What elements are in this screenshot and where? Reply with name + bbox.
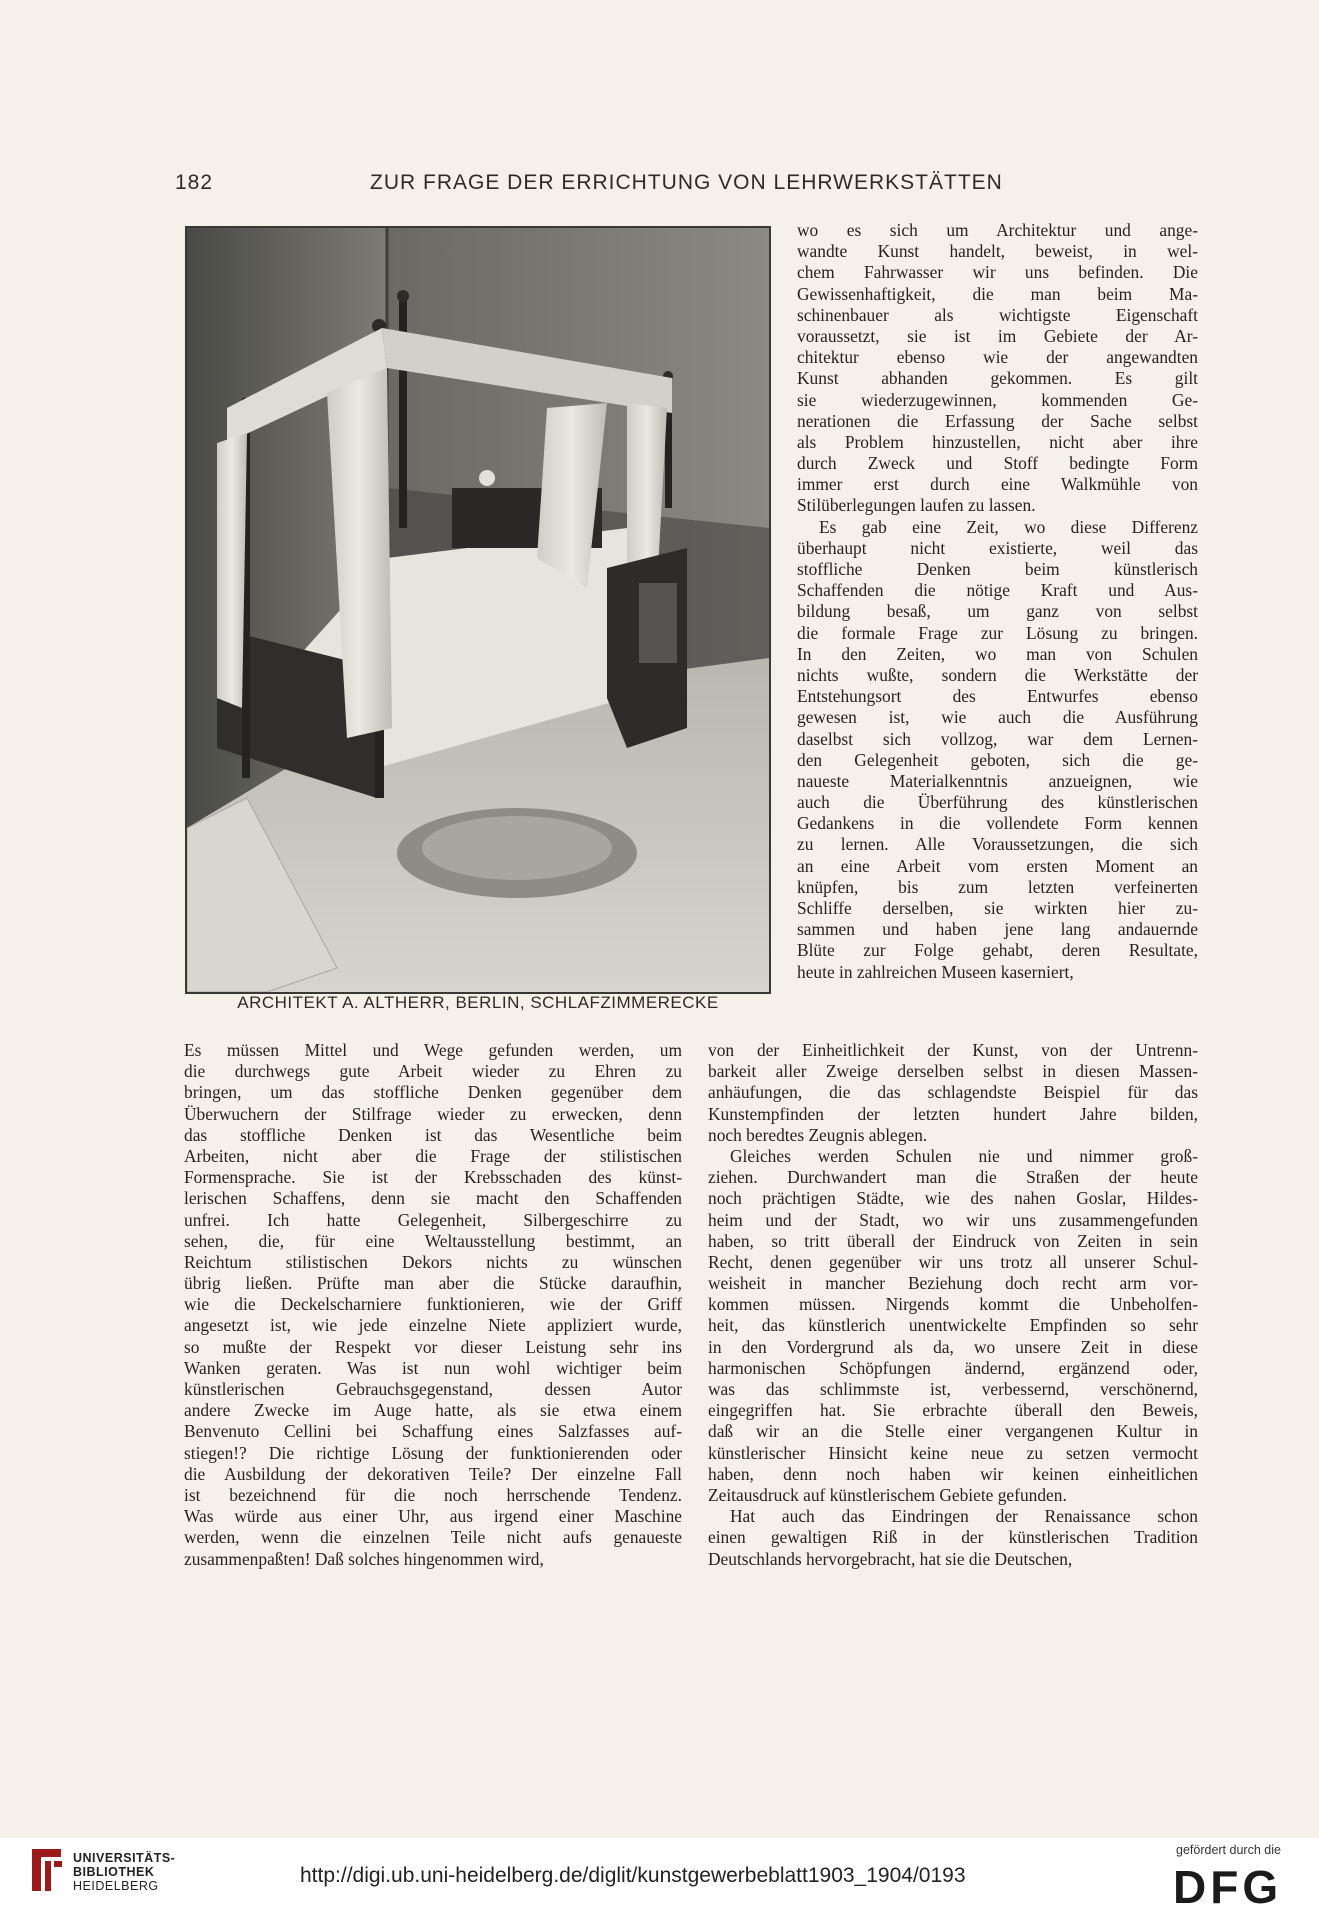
text-line: haben, denn noch haben wir keinen einheitlichen bbox=[708, 1463, 1198, 1484]
text-line: barkeit aller Zweige derselben selbst in diesen Massen- bbox=[708, 1061, 1198, 1082]
text-line: chem Fahrwasser wir uns befinden. Die bbox=[797, 262, 1198, 283]
text-line: zusammenpaßten! Daß solches hingenommen wird, bbox=[184, 1548, 544, 1569]
text-line: sehen, die, für eine Weltausstellung bestimmt, an bbox=[184, 1230, 682, 1251]
text-line: eingegriffen hat. Sie erbrachte überall den Beweis, bbox=[708, 1400, 1198, 1421]
text-line: als Problem hinzustellen, nicht aber ihre bbox=[797, 431, 1198, 452]
text-line: an eine Arbeit vom ersten Moment an bbox=[797, 855, 1198, 876]
text-line: die Ausbildung der dekorativen Teile? Der einzelne Fall bbox=[184, 1463, 682, 1484]
page-number: 182 bbox=[175, 171, 214, 194]
right-column-bottom bbox=[708, 1040, 1198, 1570]
text-line: Kunstempfinden der letzten hundert Jahre bilden, bbox=[708, 1103, 1198, 1124]
text-line: Gleiches werden Schulen nie und nimmer groß- bbox=[730, 1145, 1198, 1166]
text-line: gewesen ist, wie auch die Ausführung bbox=[797, 707, 1198, 728]
text-line: chitektur ebenso wie der angewandten bbox=[797, 347, 1198, 368]
text-line: ziehen. Durchwandert man die Straßen der heute bbox=[708, 1167, 1198, 1188]
text-line: wie die Deckelscharniere funktionieren, wie der Griff bbox=[184, 1294, 682, 1315]
text-line: angesetzt ist, wie jede einzelne Niete appliziert wurde, bbox=[184, 1315, 682, 1336]
bed-photograph bbox=[187, 228, 769, 992]
text-line: die durchwegs gute Arbeit wieder zu Ehren zu bbox=[184, 1061, 682, 1082]
text-line: nerationen die Erfassung der Sache selbst bbox=[797, 410, 1198, 431]
text-line: so mußte der Respekt vor dieser Leistung sehr ins bbox=[184, 1336, 682, 1357]
text-line: Kunst abhanden gekommen. Es gilt bbox=[797, 368, 1198, 389]
text-line: anhäufungen, die das schlagendste Beispiel für das bbox=[708, 1082, 1198, 1103]
text-line: werden, wenn die einzelnen Teile nicht aufs genaueste bbox=[184, 1527, 682, 1548]
text-line: haben, so tritt überall der Eindruck von Zeiten in sein bbox=[708, 1230, 1198, 1251]
text-line: knüpfen, bis zum letzten verfeinerten bbox=[797, 876, 1198, 897]
text-line: Schliffe derselben, sie wirkten hier zu- bbox=[797, 898, 1198, 918]
text-line: einen gewaltigen Riß in der künstlerischen Tradition bbox=[708, 1527, 1198, 1548]
text-line: noch beredtes Zeugnis ablegen. bbox=[708, 1124, 928, 1145]
text-line: das stoffliche Denken ist das Wesentliche beim bbox=[184, 1124, 682, 1145]
text-line: durch Zweck und Stoff bedingte Form bbox=[797, 453, 1198, 474]
text-line: auch die Überführung des künstlerischen bbox=[797, 792, 1198, 813]
text-line: bildung besaß, um ganz von selbst bbox=[797, 601, 1198, 622]
text-line: Entstehungsort des Entwurfes ebenso bbox=[797, 686, 1198, 707]
text-line: daß wir an die Stelle einer vergangenen Kultur in bbox=[708, 1421, 1198, 1442]
text-line: kommen müssen. Nirgends kommt die Unbeholfen- bbox=[708, 1294, 1198, 1315]
text-line: Was würde aus einer Uhr, aus irgend einer Maschine bbox=[184, 1506, 682, 1527]
text-line: heute in zahlreichen Museen kaserniert, bbox=[797, 961, 1074, 982]
left-column bbox=[184, 1040, 682, 1570]
text-line: zu lernen. Alle Voraussetzungen, die sich bbox=[797, 834, 1198, 855]
text-line: ist bezeichnend für die noch herrschende Tendenz. bbox=[184, 1484, 682, 1505]
text-line: In den Zeiten, wo man von Schulen bbox=[797, 643, 1198, 664]
text-line: Recht, denen gegenüber wir uns trotz all unserer Schul- bbox=[708, 1251, 1198, 1272]
text-line: heit, das künstlerich unentwickelte Empfinden so sehr bbox=[708, 1315, 1198, 1336]
text-line: Wanken geraten. Was ist nun wohl wichtiger beim bbox=[184, 1357, 682, 1378]
text-line: die formale Frage zur Lösung zu bringen. bbox=[797, 622, 1198, 643]
text-line: Es gab eine Zeit, wo diese Differenz bbox=[819, 516, 1198, 537]
text-line: heim und der Stadt, wo wir uns zusammengefunden bbox=[708, 1209, 1198, 1230]
ub-heidelberg-logo-icon bbox=[30, 1847, 66, 1893]
running-title: ZUR FRAGE DER ERRICHTUNG VON LEHRWERKSTÄTTEN bbox=[370, 171, 1003, 194]
text-line: Überwuchern der Stilfrage wieder zu erwecken, denn bbox=[184, 1103, 682, 1124]
text-line: Reichtum stilistischen Dekors nichts zu wünschen bbox=[184, 1251, 682, 1272]
library-name-line3: HEIDELBERG bbox=[73, 1879, 159, 1893]
right-column-top bbox=[797, 220, 1198, 983]
text-line: Es müssen Mittel und Wege gefunden werden, um bbox=[184, 1040, 682, 1060]
text-line: Deutschlands hervorgebracht, hat sie die Deutschen, bbox=[708, 1548, 1073, 1569]
text-line: Stilüberlegungen laufen zu lassen. bbox=[797, 495, 1036, 516]
text-line: voraussetzt, sie ist im Gebiete der Ar- bbox=[797, 325, 1198, 346]
text-line: schinenbauer als wichtigste Eigenschaft bbox=[797, 304, 1198, 325]
text-line: stiegen!? Die richtige Lösung der funktionierenden oder bbox=[184, 1442, 682, 1463]
text-line: Arbeiten, nicht aber die Frage der stilistischen bbox=[184, 1145, 682, 1166]
figure-caption: ARCHITEKT A. ALTHERR, BERLIN, SCHLAFZIMMERECKE bbox=[237, 993, 719, 1012]
text-line: Zeitausdruck auf künstlerischem Gebiete gefunden. bbox=[708, 1484, 1067, 1505]
text-line: Formensprache. Sie ist der Krebsschaden des künst- bbox=[184, 1167, 682, 1188]
text-line: Hat auch das Eindringen der Renaissance schon bbox=[730, 1506, 1198, 1527]
text-line: künstlerischen Gebrauchsgegenstand, dessen Autor bbox=[184, 1379, 682, 1399]
text-line: sie wiederzugewinnen, kommenden Ge- bbox=[797, 389, 1198, 410]
dfg-logo: DFG bbox=[1173, 1861, 1283, 1913]
figure-photograph bbox=[185, 226, 771, 994]
digital-library-url[interactable]: http://digi.ub.uni-heidelberg.de/diglit/kunstgewerbeblatt1903_1904/0193 bbox=[300, 1864, 966, 1887]
text-line: sammen und haben jene lang andauernde bbox=[797, 919, 1198, 940]
text-line: übrig ließen. Prüfte man aber die Stücke daraufhin, bbox=[184, 1273, 682, 1294]
text-line: überhaupt nicht existierte, weil das bbox=[797, 537, 1198, 558]
text-line: harmonischen Schöpfungen ändernd, ergänzend oder, bbox=[708, 1357, 1198, 1378]
text-line: Blüte zur Folge gehabt, deren Resultate, bbox=[797, 940, 1198, 961]
text-line: unfrei. Ich hatte Gelegenheit, Silbergeschirre zu bbox=[184, 1209, 682, 1230]
text-line: lerischen Schaffens, denn sie macht den Schaffenden bbox=[184, 1188, 682, 1209]
text-line: von der Einheitlichkeit der Kunst, von der Untrenn- bbox=[708, 1040, 1198, 1060]
text-line: weisheit in mancher Beziehung doch recht arm vor- bbox=[708, 1273, 1198, 1294]
text-line: bringen, um das stoffliche Denken gegenüber dem bbox=[184, 1082, 682, 1103]
text-line: künstlerischer Hinsicht keine neue zu setzen vermocht bbox=[708, 1442, 1198, 1463]
text-line: wo es sich um Architektur und ange- bbox=[797, 220, 1198, 240]
text-line: Gedankens in die vollendete Form kennen bbox=[797, 813, 1198, 834]
text-line: den Gelegenheit geboten, sich die ge- bbox=[797, 749, 1198, 770]
library-name-line2: BIBLIOTHEK bbox=[73, 1865, 155, 1879]
library-name-line1: UNIVERSITÄTS- bbox=[73, 1851, 176, 1865]
text-line: was das schlimmste ist, verbessernd, verschönernd, bbox=[708, 1379, 1198, 1399]
text-line: andere Zwecke im Auge hatte, als sie etwa einem bbox=[184, 1400, 682, 1421]
text-line: immer erst durch eine Walkmühle von bbox=[797, 474, 1198, 495]
text-line: naueste Materialkenntnis anzueignen, wie bbox=[797, 770, 1198, 791]
text-line: in den Vordergrund als da, wo unsere Zeit in diese bbox=[708, 1336, 1198, 1357]
text-line: Schaffenden die nötige Kraft und Aus- bbox=[797, 580, 1198, 601]
text-line: nichts wußte, sondern die Werkstätte der bbox=[797, 664, 1198, 685]
text-line: Gewissenhaftigkeit, die man beim Ma- bbox=[797, 283, 1198, 304]
text-line: Benvenuto Cellini bei Schaffung eines Salzfasses auf- bbox=[184, 1421, 682, 1442]
text-line: noch prächtigen Städte, wie des nahen Goslar, Hildes- bbox=[708, 1188, 1198, 1209]
text-line: wandte Kunst handelt, beweist, in wel- bbox=[797, 241, 1198, 262]
funded-by-label: gefördert durch die bbox=[1176, 1843, 1281, 1857]
text-line: daselbst sich vollzog, war dem Lernen- bbox=[797, 728, 1198, 749]
text-line: stoffliche Denken beim künstlerisch bbox=[797, 559, 1198, 579]
